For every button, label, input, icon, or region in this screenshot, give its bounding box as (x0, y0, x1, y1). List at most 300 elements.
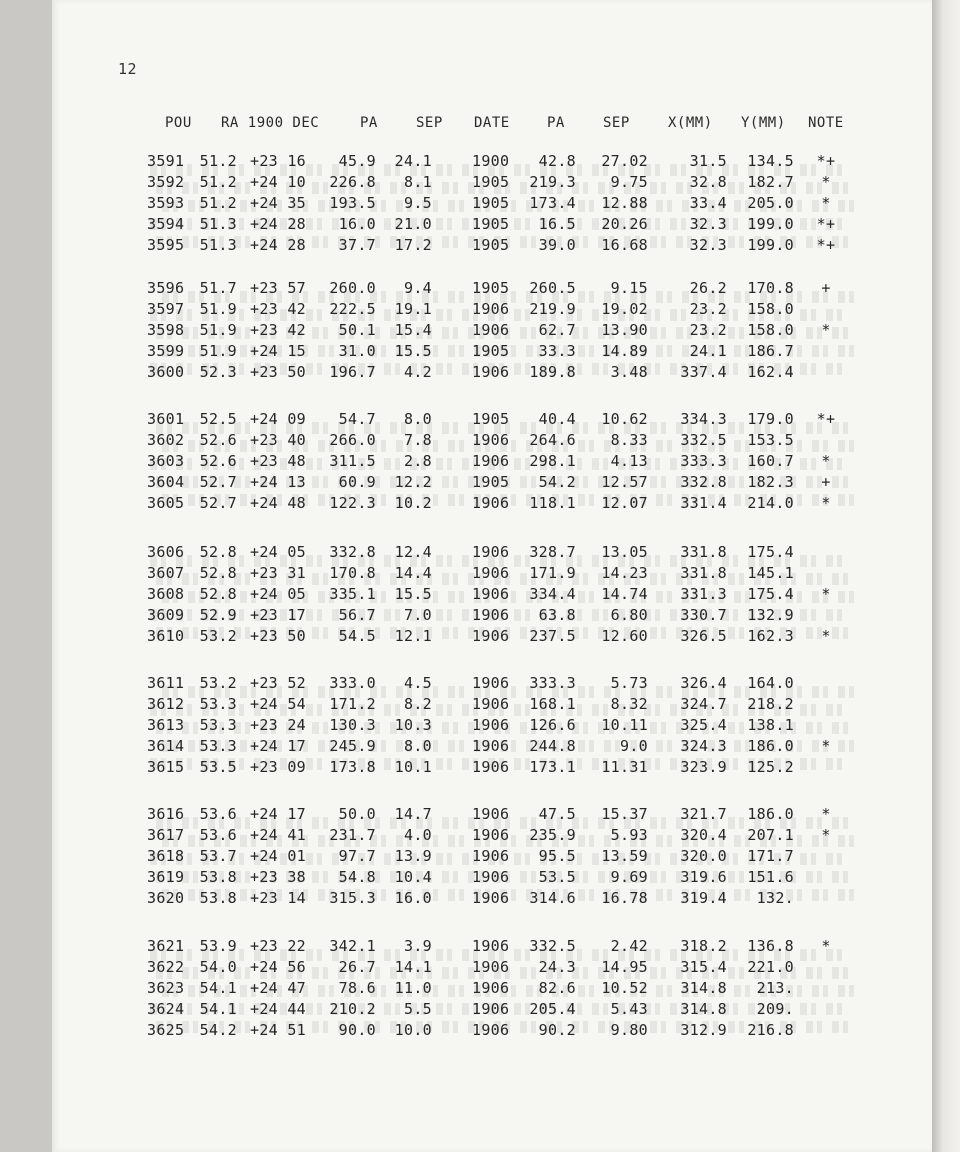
pa-cell: 122.3 (329, 494, 376, 512)
y-mm-cell: 218.2 (747, 695, 794, 713)
y-mm-cell: 132.9 (747, 606, 794, 624)
pou-cell: 3607 (147, 564, 185, 582)
pou-cell: 3614 (147, 737, 185, 755)
pa-cell: 90.0 (338, 1021, 376, 1039)
pa-measured-cell: 298.1 (529, 452, 576, 470)
sep-cell: 9.4 (404, 279, 432, 297)
table-row (0, 846, 960, 868)
ra-cell: 52.8 (199, 585, 237, 603)
ra-cell: 51.2 (199, 173, 237, 191)
ra-cell: 51.7 (199, 279, 237, 297)
y-mm-cell: 182.7 (747, 173, 794, 191)
date-cell: 1905 (472, 473, 510, 491)
dec-cell: +23 14 (250, 889, 306, 907)
date-cell: 1906 (472, 958, 510, 976)
date-cell: 1906 (472, 543, 510, 561)
x-mm-cell: 24.1 (689, 342, 727, 360)
ra-cell: 52.5 (199, 410, 237, 428)
sep-cell: 9.5 (404, 194, 432, 212)
ra-cell: 54.0 (199, 958, 237, 976)
sep-measured-cell: 12.07 (601, 494, 648, 512)
dec-cell: +24 09 (250, 410, 306, 428)
table-row (0, 1020, 960, 1042)
pa-measured-cell: 168.1 (529, 695, 576, 713)
pa-measured-cell: 90.2 (538, 1021, 576, 1039)
date-cell: 1906 (472, 452, 510, 470)
y-mm-cell: 151.6 (747, 868, 794, 886)
x-mm-cell: 331.3 (680, 585, 727, 603)
pa-measured-cell: 53.5 (538, 868, 576, 886)
pa-cell: 315.3 (329, 889, 376, 907)
note-cell: * (821, 452, 831, 470)
note-cell: * (821, 585, 831, 603)
y-mm-cell: 132. (756, 889, 794, 907)
sep-cell: 14.1 (394, 958, 432, 976)
sep-measured-cell: 5.73 (610, 674, 648, 692)
sep-cell: 16.0 (394, 889, 432, 907)
table-row (0, 936, 960, 958)
pou-cell: 3604 (147, 473, 185, 491)
x-mm-cell: 314.8 (680, 979, 727, 997)
sep-cell: 10.3 (394, 716, 432, 734)
sep-measured-cell: 14.74 (601, 585, 648, 603)
ra-cell: 52.6 (199, 431, 237, 449)
sep-cell: 14.4 (394, 564, 432, 582)
pou-cell: 3593 (147, 194, 185, 212)
ra-cell: 52.8 (199, 564, 237, 582)
table-row (0, 214, 960, 236)
pou-cell: 3615 (147, 758, 185, 776)
pa-measured-cell: 219.3 (529, 173, 576, 191)
x-mm-cell: 326.5 (680, 627, 727, 645)
table-row (0, 757, 960, 779)
y-mm-cell: 199.0 (747, 236, 794, 254)
pa-measured-cell: 219.9 (529, 300, 576, 318)
date-cell: 1906 (472, 494, 510, 512)
dec-cell: +24 17 (250, 737, 306, 755)
pou-cell: 3617 (147, 826, 185, 844)
x-mm-cell: 32.3 (689, 215, 727, 233)
pa-measured-cell: 328.7 (529, 543, 576, 561)
note-cell: * (821, 737, 831, 755)
y-mm-cell: 199.0 (747, 215, 794, 233)
pou-cell: 3624 (147, 1000, 185, 1018)
dec-cell: +23 22 (250, 937, 306, 955)
date-cell: 1905 (472, 173, 510, 191)
sep-cell: 19.1 (394, 300, 432, 318)
sep-measured-cell: 20.26 (601, 215, 648, 233)
y-mm-cell: 175.4 (747, 543, 794, 561)
date-cell: 1906 (472, 321, 510, 339)
sep-measured-cell: 3.48 (610, 363, 648, 381)
table-row (0, 299, 960, 321)
date-cell: 1905 (472, 215, 510, 233)
pa-measured-cell: 62.7 (538, 321, 576, 339)
pou-cell: 3623 (147, 979, 185, 997)
pa-measured-cell: 334.4 (529, 585, 576, 603)
table-row (0, 172, 960, 194)
ra-cell: 53.9 (199, 937, 237, 955)
sep-cell: 2.8 (404, 452, 432, 470)
x-mm-cell: 332.8 (680, 473, 727, 491)
pa-measured-cell: 82.6 (538, 979, 576, 997)
pou-cell: 3600 (147, 363, 185, 381)
sep-measured-cell: 27.02 (601, 152, 648, 170)
note-cell: + (821, 279, 831, 297)
col-y-mm: Y(MM) (741, 115, 786, 131)
x-mm-cell: 318.2 (680, 937, 727, 955)
table-row (0, 320, 960, 342)
date-cell: 1906 (472, 979, 510, 997)
ra-cell: 52.3 (199, 363, 237, 381)
sep-measured-cell: 14.23 (601, 564, 648, 582)
table-row (0, 825, 960, 847)
x-mm-cell: 330.7 (680, 606, 727, 624)
sep-cell: 10.2 (394, 494, 432, 512)
sep-measured-cell: 4.13 (610, 452, 648, 470)
pa-cell: 196.7 (329, 363, 376, 381)
sep-cell: 11.0 (394, 979, 432, 997)
y-mm-cell: 158.0 (747, 300, 794, 318)
sep-measured-cell: 9.15 (610, 279, 648, 297)
pou-cell: 3621 (147, 937, 185, 955)
sep-cell: 8.0 (404, 410, 432, 428)
sep-measured-cell: 13.05 (601, 543, 648, 561)
pou-cell: 3606 (147, 543, 185, 561)
x-mm-cell: 334.3 (680, 410, 727, 428)
pa-cell: 54.8 (338, 868, 376, 886)
note-cell: + (821, 473, 831, 491)
pa-cell: 226.8 (329, 173, 376, 191)
ra-cell: 51.2 (199, 194, 237, 212)
date-cell: 1906 (472, 937, 510, 955)
pa-cell: 26.7 (338, 958, 376, 976)
x-mm-cell: 315.4 (680, 958, 727, 976)
dec-cell: +24 28 (250, 236, 306, 254)
pa-cell: 171.2 (329, 695, 376, 713)
ra-cell: 53.2 (199, 674, 237, 692)
sep-cell: 4.5 (404, 674, 432, 692)
sep-measured-cell: 10.11 (601, 716, 648, 734)
note-cell: * (821, 937, 831, 955)
sep-measured-cell: 5.93 (610, 826, 648, 844)
y-mm-cell: 186.7 (747, 342, 794, 360)
x-mm-cell: 23.2 (689, 321, 727, 339)
x-mm-cell: 331.8 (680, 564, 727, 582)
pa-measured-cell: 244.8 (529, 737, 576, 755)
x-mm-cell: 332.5 (680, 431, 727, 449)
y-mm-cell: 186.0 (747, 805, 794, 823)
pa-measured-cell: 237.5 (529, 627, 576, 645)
ra-cell: 53.8 (199, 868, 237, 886)
pou-cell: 3601 (147, 410, 185, 428)
y-mm-cell: 179.0 (747, 410, 794, 428)
pou-cell: 3620 (147, 889, 185, 907)
sep-cell: 3.9 (404, 937, 432, 955)
dec-cell: +24 44 (250, 1000, 306, 1018)
y-mm-cell: 171.7 (747, 847, 794, 865)
y-mm-cell: 213. (756, 979, 794, 997)
pa-cell: 222.5 (329, 300, 376, 318)
sep-measured-cell: 11.31 (601, 758, 648, 776)
dec-cell: +24 01 (250, 847, 306, 865)
dec-cell: +23 48 (250, 452, 306, 470)
dec-cell: +24 51 (250, 1021, 306, 1039)
dec-cell: +23 42 (250, 300, 306, 318)
dec-cell: +24 48 (250, 494, 306, 512)
note-cell: *+ (816, 236, 836, 254)
table-row (0, 563, 960, 585)
note-cell: * (821, 173, 831, 191)
col-note: NOTE (808, 115, 844, 131)
table-row (0, 235, 960, 257)
sep-measured-cell: 9.80 (610, 1021, 648, 1039)
note-cell: *+ (816, 152, 836, 170)
sep-cell: 7.0 (404, 606, 432, 624)
pa-cell: 50.0 (338, 805, 376, 823)
date-cell: 1906 (472, 716, 510, 734)
sep-cell: 24.1 (394, 152, 432, 170)
dec-cell: +24 41 (250, 826, 306, 844)
dec-cell: +23 24 (250, 716, 306, 734)
x-mm-cell: 331.8 (680, 543, 727, 561)
note-cell: * (821, 805, 831, 823)
pa-cell: 31.0 (338, 342, 376, 360)
pou-cell: 3622 (147, 958, 185, 976)
sep-cell: 5.5 (404, 1000, 432, 1018)
x-mm-cell: 324.7 (680, 695, 727, 713)
date-cell: 1905 (472, 410, 510, 428)
ra-cell: 52.8 (199, 543, 237, 561)
table-row (0, 451, 960, 473)
pou-cell: 3610 (147, 627, 185, 645)
date-cell: 1906 (472, 805, 510, 823)
ra-cell: 53.3 (199, 716, 237, 734)
table-row (0, 867, 960, 889)
pa-cell: 60.9 (338, 473, 376, 491)
table-row (0, 999, 960, 1021)
table-row (0, 626, 960, 648)
x-mm-cell: 314.8 (680, 1000, 727, 1018)
pa-cell: 16.0 (338, 215, 376, 233)
y-mm-cell: 134.5 (747, 152, 794, 170)
y-mm-cell: 182.3 (747, 473, 794, 491)
pou-cell: 3613 (147, 716, 185, 734)
ra-cell: 52.6 (199, 452, 237, 470)
date-cell: 1906 (472, 1000, 510, 1018)
sep-cell: 21.0 (394, 215, 432, 233)
pou-cell: 3616 (147, 805, 185, 823)
pa-measured-cell: 126.6 (529, 716, 576, 734)
ra-cell: 53.2 (199, 627, 237, 645)
sep-measured-cell: 6.80 (610, 606, 648, 624)
y-mm-cell: 221.0 (747, 958, 794, 976)
pa-measured-cell: 63.8 (538, 606, 576, 624)
sep-measured-cell: 12.60 (601, 627, 648, 645)
pa-measured-cell: 24.3 (538, 958, 576, 976)
dec-cell: +24 15 (250, 342, 306, 360)
pa-measured-cell: 40.4 (538, 410, 576, 428)
sep-cell: 10.0 (394, 1021, 432, 1039)
dec-cell: +23 17 (250, 606, 306, 624)
table-row (0, 694, 960, 716)
sep-measured-cell: 9.75 (610, 173, 648, 191)
col-date: DATE (474, 115, 510, 131)
table-row (0, 673, 960, 695)
sep-cell: 4.0 (404, 826, 432, 844)
sep-measured-cell: 13.59 (601, 847, 648, 865)
ra-cell: 52.9 (199, 606, 237, 624)
pou-cell: 3598 (147, 321, 185, 339)
pou-cell: 3602 (147, 431, 185, 449)
pa-cell: 130.3 (329, 716, 376, 734)
x-mm-cell: 26.2 (689, 279, 727, 297)
ra-cell: 52.7 (199, 473, 237, 491)
pou-cell: 3594 (147, 215, 185, 233)
ra-cell: 51.9 (199, 321, 237, 339)
table-header (0, 113, 960, 135)
sep-cell: 14.7 (394, 805, 432, 823)
pa-cell: 37.7 (338, 236, 376, 254)
pa-measured-cell: 16.5 (538, 215, 576, 233)
y-mm-cell: 186.0 (747, 737, 794, 755)
col-sep-measured: SEP (603, 115, 630, 131)
sep-measured-cell: 13.90 (601, 321, 648, 339)
sep-measured-cell: 10.52 (601, 979, 648, 997)
col-pa: PA (360, 115, 378, 131)
page-number: 12 (118, 60, 138, 78)
date-cell: 1906 (472, 826, 510, 844)
pa-measured-cell: 314.6 (529, 889, 576, 907)
sep-cell: 13.9 (394, 847, 432, 865)
x-mm-cell: 324.3 (680, 737, 727, 755)
col-ra-dec: RA 1900 DEC (221, 115, 320, 131)
dec-cell: +24 35 (250, 194, 306, 212)
pou-cell: 3625 (147, 1021, 185, 1039)
ra-cell: 51.3 (199, 236, 237, 254)
pa-measured-cell: 171.9 (529, 564, 576, 582)
sep-measured-cell: 2.42 (610, 937, 648, 955)
sep-cell: 12.2 (394, 473, 432, 491)
sep-cell: 8.0 (404, 737, 432, 755)
col-sep: SEP (416, 115, 443, 131)
ra-cell: 54.1 (199, 1000, 237, 1018)
table-row (0, 957, 960, 979)
pa-cell: 333.0 (329, 674, 376, 692)
ra-cell: 51.2 (199, 152, 237, 170)
sep-cell: 4.2 (404, 363, 432, 381)
note-cell: * (821, 321, 831, 339)
ra-cell: 54.2 (199, 1021, 237, 1039)
pa-measured-cell: 47.5 (538, 805, 576, 823)
pa-measured-cell: 54.2 (538, 473, 576, 491)
table-row (0, 430, 960, 452)
sep-measured-cell: 12.88 (601, 194, 648, 212)
x-mm-cell: 312.9 (680, 1021, 727, 1039)
sep-cell: 15.5 (394, 585, 432, 603)
date-cell: 1906 (472, 695, 510, 713)
sep-cell: 12.1 (394, 627, 432, 645)
ra-cell: 51.3 (199, 215, 237, 233)
pou-cell: 3618 (147, 847, 185, 865)
ra-cell: 53.7 (199, 847, 237, 865)
dec-cell: +23 50 (250, 363, 306, 381)
ra-cell: 53.3 (199, 695, 237, 713)
date-cell: 1900 (472, 152, 510, 170)
pou-cell: 3596 (147, 279, 185, 297)
sep-measured-cell: 15.37 (601, 805, 648, 823)
pa-cell: 266.0 (329, 431, 376, 449)
x-mm-cell: 323.9 (680, 758, 727, 776)
dec-cell: +23 09 (250, 758, 306, 776)
ra-cell: 53.6 (199, 826, 237, 844)
x-mm-cell: 32.8 (689, 173, 727, 191)
date-cell: 1906 (472, 300, 510, 318)
date-cell: 1906 (472, 1021, 510, 1039)
pou-cell: 3611 (147, 674, 185, 692)
pa-cell: 78.6 (338, 979, 376, 997)
note-cell: *+ (816, 215, 836, 233)
sep-cell: 17.2 (394, 236, 432, 254)
x-mm-cell: 321.7 (680, 805, 727, 823)
dec-cell: +24 56 (250, 958, 306, 976)
note-cell: *+ (816, 410, 836, 428)
table-row (0, 804, 960, 826)
dec-cell: +23 50 (250, 627, 306, 645)
date-cell: 1906 (472, 868, 510, 886)
x-mm-cell: 23.2 (689, 300, 727, 318)
ra-cell: 51.9 (199, 300, 237, 318)
ra-cell: 53.5 (199, 758, 237, 776)
table-row (0, 151, 960, 173)
dec-cell: +24 05 (250, 585, 306, 603)
date-cell: 1906 (472, 363, 510, 381)
date-cell: 1906 (472, 737, 510, 755)
x-mm-cell: 331.4 (680, 494, 727, 512)
pa-cell: 193.5 (329, 194, 376, 212)
sep-measured-cell: 10.62 (601, 410, 648, 428)
y-mm-cell: 214.0 (747, 494, 794, 512)
table-row (0, 409, 960, 431)
date-cell: 1906 (472, 564, 510, 582)
date-cell: 1906 (472, 847, 510, 865)
sep-measured-cell: 9.0 (620, 737, 648, 755)
sep-measured-cell: 16.68 (601, 236, 648, 254)
sep-cell: 15.5 (394, 342, 432, 360)
pa-cell: 335.1 (329, 585, 376, 603)
x-mm-cell: 326.4 (680, 674, 727, 692)
y-mm-cell: 162.3 (747, 627, 794, 645)
x-mm-cell: 319.6 (680, 868, 727, 886)
date-cell: 1906 (472, 606, 510, 624)
sep-measured-cell: 8.32 (610, 695, 648, 713)
sep-measured-cell: 8.33 (610, 431, 648, 449)
table-row (0, 493, 960, 515)
pa-cell: 56.7 (338, 606, 376, 624)
sep-measured-cell: 5.43 (610, 1000, 648, 1018)
x-mm-cell: 319.4 (680, 889, 727, 907)
note-cell: * (821, 194, 831, 212)
x-mm-cell: 333.3 (680, 452, 727, 470)
pa-cell: 54.7 (338, 410, 376, 428)
sep-measured-cell: 16.78 (601, 889, 648, 907)
dec-cell: +23 57 (250, 279, 306, 297)
y-mm-cell: 164.0 (747, 674, 794, 692)
pa-measured-cell: 205.4 (529, 1000, 576, 1018)
sep-cell: 8.2 (404, 695, 432, 713)
dec-cell: +24 13 (250, 473, 306, 491)
dec-cell: +23 38 (250, 868, 306, 886)
